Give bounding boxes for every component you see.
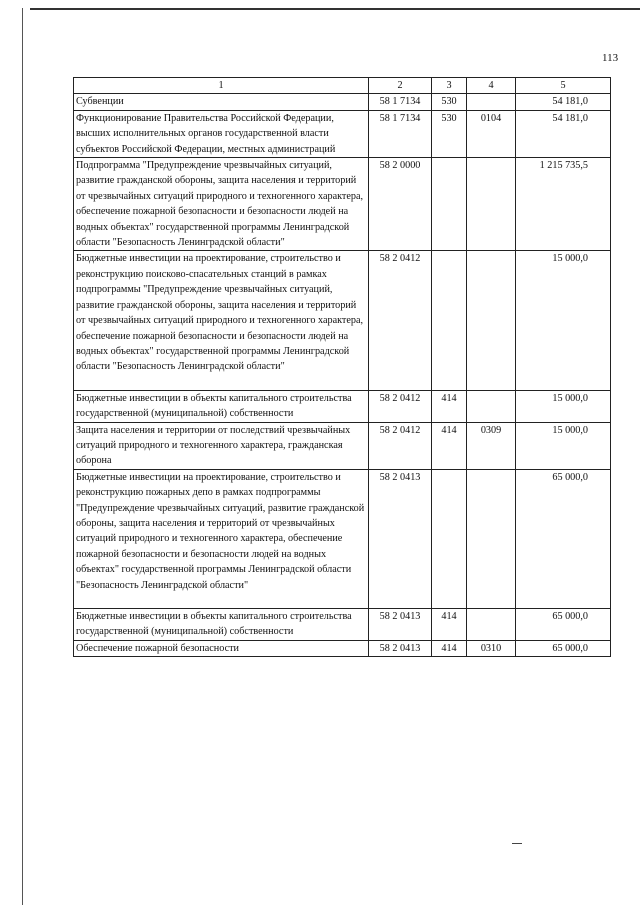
- row-type: 530: [432, 110, 467, 157]
- row-type: [432, 158, 467, 251]
- row-code: 58 2 0412: [369, 251, 432, 390]
- row-name: Обеспечение пожарной безопасности: [74, 640, 369, 656]
- row-section: [467, 609, 516, 641]
- row-section: 0310: [467, 640, 516, 656]
- row-type: 530: [432, 94, 467, 110]
- row-section: 0104: [467, 110, 516, 157]
- row-name: Бюджетные инвестиции в объекты капитального строительства государственной (муниципальной) собственности: [74, 390, 369, 422]
- table-row: [74, 422, 611, 469]
- row-name: Бюджетные инвестиции на проектирование, строительство и реконструкцию пожарных депо в рамках подпрограммы "Предупреждение чрезвычайных ситуаций, развитие гражданской обороны, защита населения и территорий от чрезвычайных ситуаций природного и техногенного характера, обеспечение пожарной безопасности и безопасности людей на водных объектах" государственной программы Ленинградской области "Безопасность Ленинградской области": [74, 469, 369, 608]
- row-name: Защита населения и территории от последствий чрезвычайных ситуаций природного и техногенного характера, гражданская оборона: [74, 422, 369, 469]
- row-name: Субвенции: [74, 94, 369, 110]
- row-amount: 54 181,0: [516, 110, 611, 157]
- row-type: [432, 251, 467, 390]
- page-left-edge: [22, 8, 23, 905]
- row-type: 414: [432, 390, 467, 422]
- row-code: 58 2 0412: [369, 390, 432, 422]
- row-amount: 15 000,0: [516, 390, 611, 422]
- row-code: 58 2 0000: [369, 158, 432, 251]
- row-amount: 15 000,0: [516, 422, 611, 469]
- row-name: Бюджетные инвестиции на проектирование, строительство и реконструкцию поисково-спасательных станций в рамках подпрограммы "Предупреждение чрезвычайных ситуаций, развитие гражданской обороны, защита населения и территорий от чрезвычайных ситуаций природного и техногенного характера, обеспечение пожарной безопасности и безопасности людей на водных объектах" государственной программы Ленинградской области "Безопасность Ленинградской области": [74, 251, 369, 390]
- row-section: [467, 469, 516, 608]
- header-cell: 3: [432, 78, 467, 94]
- row-type: [432, 469, 467, 608]
- row-amount: 15 000,0: [516, 251, 611, 390]
- row-code: 58 1 7134: [369, 110, 432, 157]
- row-code: 58 2 0412: [369, 422, 432, 469]
- table-header-row: [74, 78, 611, 94]
- page-number: 113: [602, 52, 619, 64]
- header-cell: 2: [369, 78, 432, 94]
- table-row: [74, 110, 611, 157]
- row-code: 58 2 0413: [369, 609, 432, 641]
- row-code: 58 2 0413: [369, 640, 432, 656]
- row-amount: 65 000,0: [516, 640, 611, 656]
- header-cell: 1: [74, 78, 369, 94]
- table-row: [74, 640, 611, 656]
- row-section: 0309: [467, 422, 516, 469]
- table-row: [74, 609, 611, 641]
- row-name: Функционирование Правительства Российской Федерации, высших исполнительных органов государственной власти субъектов Российской Федерации, местных администраций: [74, 110, 369, 157]
- row-code: 58 1 7134: [369, 94, 432, 110]
- row-amount: 54 181,0: [516, 94, 611, 110]
- row-type: 414: [432, 422, 467, 469]
- table-row: [74, 94, 611, 110]
- row-section: [467, 158, 516, 251]
- header-cell: 5: [516, 78, 611, 94]
- budget-table: [73, 77, 611, 657]
- row-amount: 1 215 735,5: [516, 158, 611, 251]
- row-type: 414: [432, 609, 467, 641]
- table-row: [74, 251, 611, 390]
- row-name: Подпрограмма "Предупреждение чрезвычайных ситуаций, развитие гражданской обороны, защита населения и территорий от чрезвычайных ситуаций природного и техногенного характера, обеспечение пожарной безопасности и безопасности людей на водных объектах" государственной программы Ленинградской области "Безопасность Ленинградской области": [74, 158, 369, 251]
- table-row: [74, 469, 611, 608]
- row-section: [467, 94, 516, 110]
- top-rule: [30, 8, 640, 10]
- header-cell: 4: [467, 78, 516, 94]
- row-code: 58 2 0413: [369, 469, 432, 608]
- row-amount: 65 000,0: [516, 469, 611, 608]
- row-amount: 65 000,0: [516, 609, 611, 641]
- footer-dash: [512, 843, 522, 844]
- table-row: [74, 158, 611, 251]
- row-name: Бюджетные инвестиции в объекты капитального строительства государственной (муниципальной) собственности: [74, 609, 369, 641]
- table-row: [74, 390, 611, 422]
- row-section: [467, 390, 516, 422]
- row-type: 414: [432, 640, 467, 656]
- row-section: [467, 251, 516, 390]
